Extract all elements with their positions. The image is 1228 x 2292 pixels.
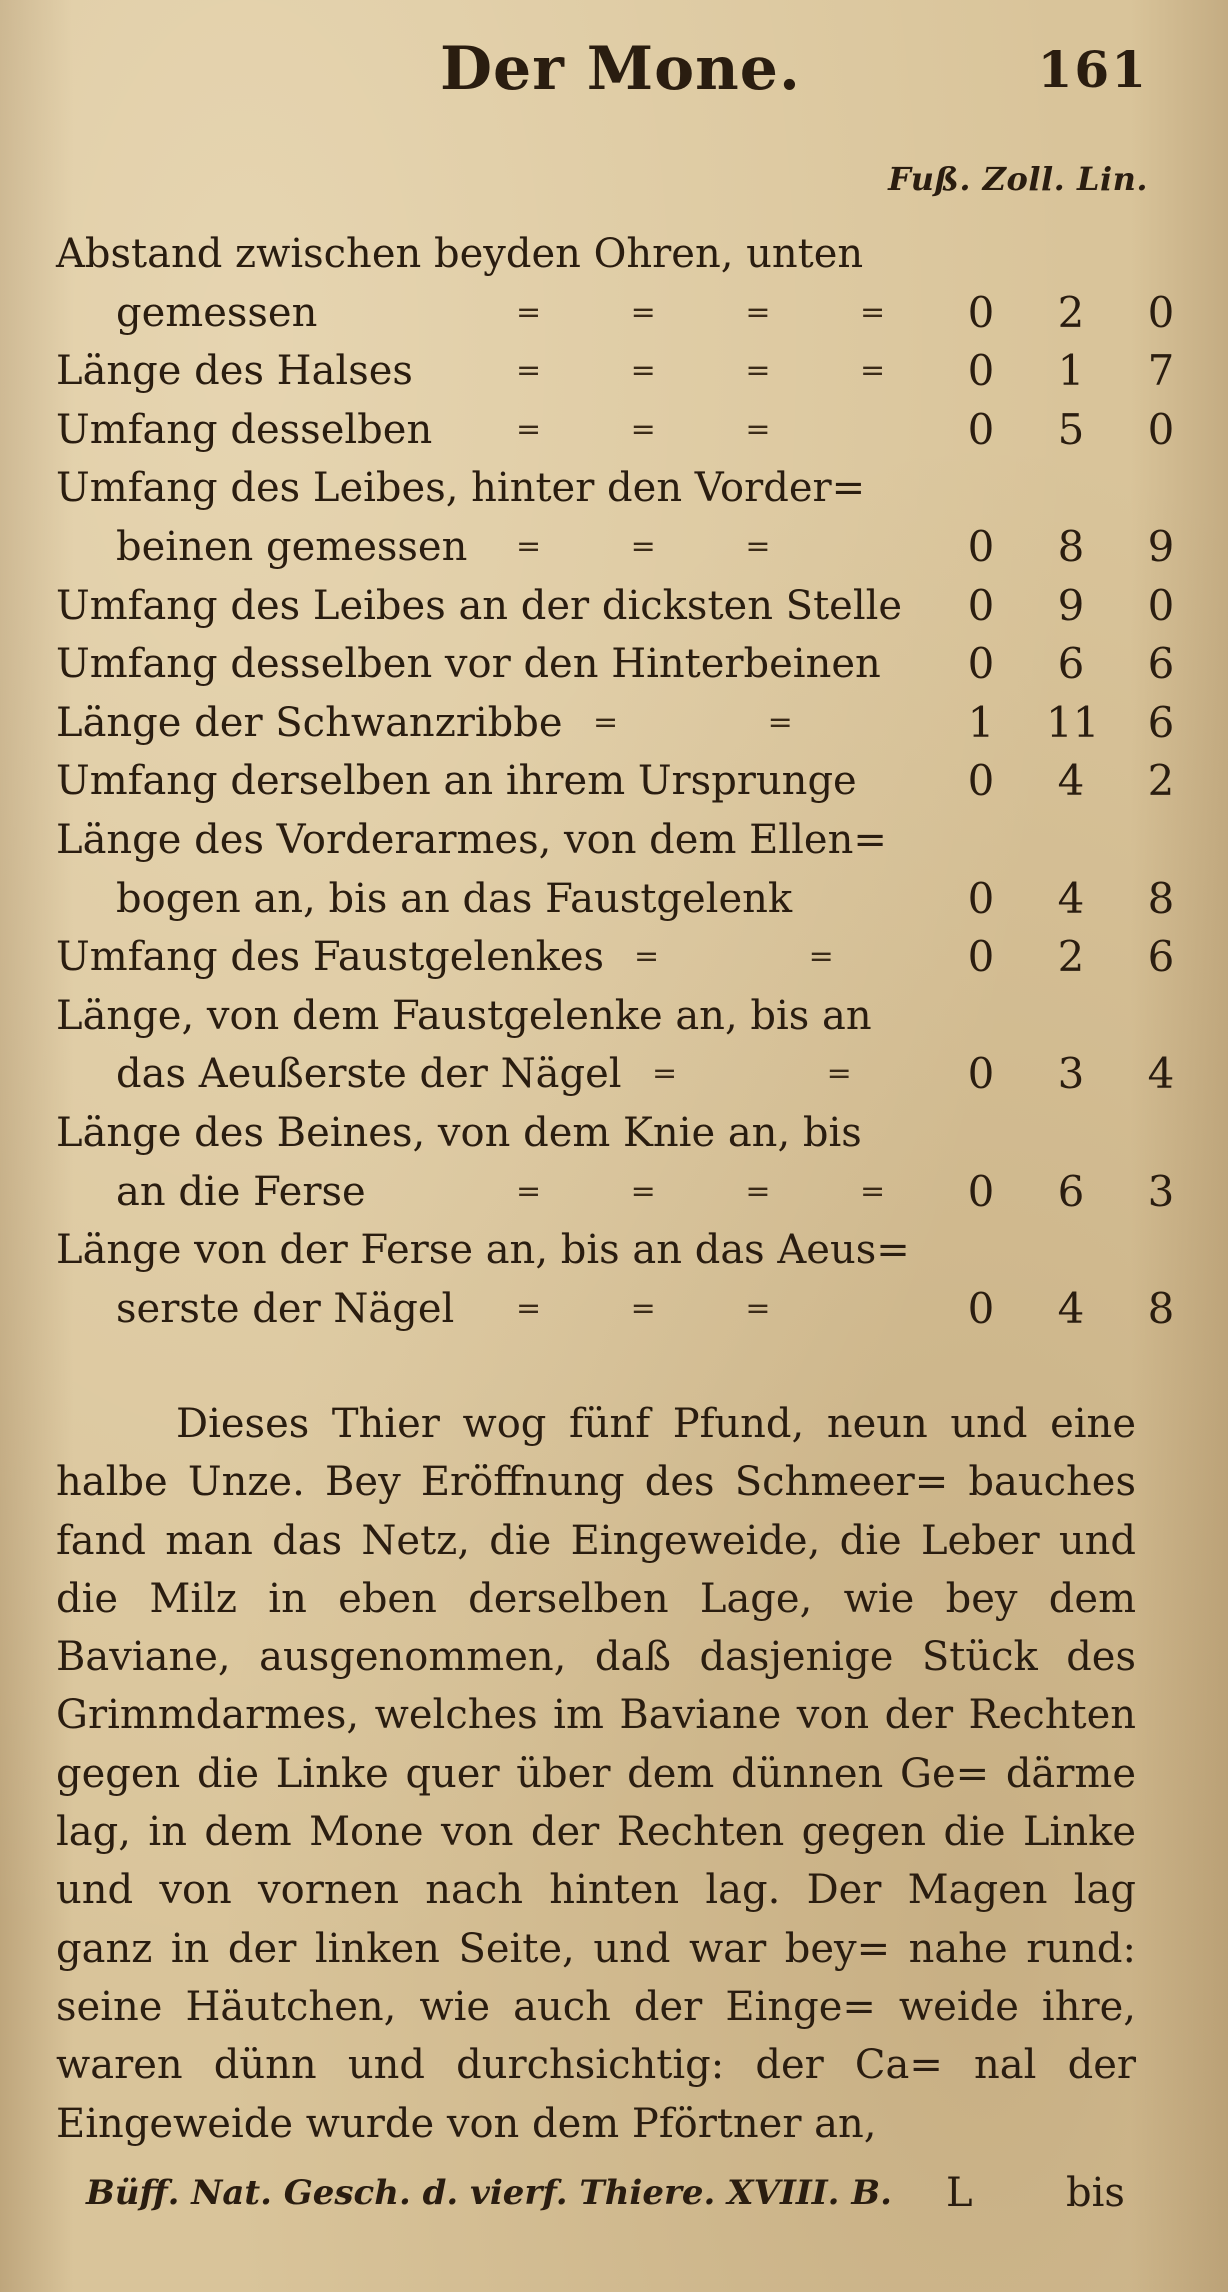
measurement-label: Länge von der Ferse an, bis an das Aeus= <box>56 1227 910 1274</box>
measurement-label: Umfang desselben <box>56 406 433 453</box>
measurement-label: bogen an, bis an das Faustgelenk <box>116 875 793 922</box>
leader-dots: = = <box>634 939 904 975</box>
value-inches: 6 <box>1057 1166 1085 1216</box>
measurement-row <box>56 870 1175 929</box>
value-inches: 4 <box>1057 756 1085 806</box>
sheet-mark: L <box>946 2170 973 2216</box>
measurement-row <box>56 1104 1156 1163</box>
value-inches: 2 <box>1057 932 1085 982</box>
value-feet: 0 <box>967 1283 995 1333</box>
measurement-row <box>56 752 1175 811</box>
measurement-row <box>56 401 1175 460</box>
leader-dots: = = = <box>516 1290 811 1326</box>
measurement-label: an die Ferse <box>116 1168 366 1215</box>
measurement-row <box>56 1045 1175 1104</box>
value-feet: 0 <box>967 580 995 630</box>
measurement-label: beinen gemessen <box>116 523 468 570</box>
value-inches: 1 <box>1057 346 1085 396</box>
running-head <box>0 34 1228 114</box>
value-lines: 0 <box>1147 580 1175 630</box>
value-inches: 8 <box>1057 521 1085 571</box>
signature-line: Büff. Nat. Gesch. d. vierf. Thiere. XVIII. B. <box>86 2173 892 2213</box>
measurement-row <box>56 284 1175 343</box>
value-inches: 2 <box>1057 287 1085 337</box>
measurement-label: Umfang derselben an ihrem Ursprunge <box>56 758 857 805</box>
measurement-row <box>56 1221 1156 1280</box>
body-text: Dieses Thier wog fünf Pfund, neun und eine halbe Unze. Bey Eröffnung des Schmeer= bauches fand man das Netz, die Eingeweide, die Leber und die Milz in eben derselben Lage, wie bey dem Baviane, ausgenommen, daß dasjenige Stück des Grimmdarmes, welches im Baviane von der Rechten gegen die Linke quer über dem dünnen Ge= därme lag, in dem Mone von der Rechten gegen die Linke und von vornen nach hinten lag. Der Magen lag ganz in der linken Seite, und war bey= nahe rund: seine Häutchen, wie auch der Einge= weide ihre, waren dünn und durchsichtig: der Ca= nal der Eingeweide wurde von dem Pförtner an, <box>56 1401 1136 2147</box>
leader-dots: = = <box>593 704 863 740</box>
measurement-label: Länge, von dem Faustgelenke an, bis an <box>56 992 872 1039</box>
value-inches: 4 <box>1057 1283 1085 1333</box>
measurement-row <box>56 459 1156 518</box>
measurement-label: Umfang desselben vor den Hinterbeinen <box>56 641 881 688</box>
value-feet: 0 <box>967 346 995 396</box>
measurement-label: Umfang des Faustgelenkes <box>56 934 605 981</box>
value-feet: 0 <box>967 404 995 454</box>
value-feet: 0 <box>967 287 995 337</box>
value-feet: 0 <box>967 521 995 571</box>
value-lines: 2 <box>1147 756 1175 806</box>
measurement-row <box>56 694 1175 753</box>
measurement-label: Umfang des Leibes an der dicksten Stelle <box>56 582 903 629</box>
leader-dots: = = = <box>516 411 811 447</box>
value-lines: 7 <box>1147 346 1175 396</box>
value-lines: 4 <box>1147 1049 1175 1099</box>
value-feet: 0 <box>967 756 995 806</box>
value-inches: 3 <box>1057 1049 1085 1099</box>
value-lines: 8 <box>1147 1283 1175 1333</box>
leader-dots: = = = = <box>516 1173 926 1209</box>
value-inches: 6 <box>1057 639 1085 689</box>
value-lines: 3 <box>1147 1166 1175 1216</box>
value-feet: 0 <box>967 1049 995 1099</box>
measurement-row <box>56 1163 1175 1222</box>
measurement-row <box>56 518 1175 577</box>
measurement-label: Länge des Vorderarmes, von dem Ellen= <box>56 816 887 863</box>
measurement-row <box>56 1280 1175 1339</box>
units-header: Fuß. Zoll. Lin. <box>888 160 1148 198</box>
measurement-table <box>56 225 1175 1338</box>
measurement-row <box>56 225 1156 284</box>
value-inches: 5 <box>1057 404 1085 454</box>
value-lines: 9 <box>1147 521 1175 571</box>
value-feet: 1 <box>967 697 995 747</box>
measurement-label: Umfang des Leibes, hinter den Vorder= <box>56 465 866 512</box>
measurement-row <box>56 342 1175 401</box>
measurement-label: Länge des Beines, von dem Knie an, bis <box>56 1109 862 1156</box>
value-lines: 0 <box>1147 404 1175 454</box>
value-feet: 0 <box>967 639 995 689</box>
leader-dots: = = = = <box>516 294 926 330</box>
measurement-label: Länge der Schwanzribbe <box>56 699 563 746</box>
measurement-row <box>56 577 1175 636</box>
measurement-row <box>56 928 1175 987</box>
measurement-label: Abstand zwischen beyden Ohren, unten <box>56 231 864 277</box>
value-lines: 6 <box>1147 932 1175 982</box>
measurement-label: gemessen <box>116 289 318 336</box>
page-footer <box>56 2158 1136 2228</box>
page-number: 161 <box>1037 40 1148 99</box>
measurement-row <box>56 811 1156 870</box>
value-feet: 0 <box>967 873 995 923</box>
value-inches: 9 <box>1057 580 1085 630</box>
leader-dots: = = <box>652 1056 922 1092</box>
measurement-label: serste der Nägel <box>116 1285 455 1332</box>
leader-dots: = = = <box>516 528 811 564</box>
catchword: bis <box>1066 2170 1125 2216</box>
value-lines: 6 <box>1147 639 1175 689</box>
leader-dots: = = = = <box>516 353 926 389</box>
value-lines: 6 <box>1147 697 1175 747</box>
running-title: Der Mone. <box>440 34 801 104</box>
body-paragraph <box>56 1395 1136 2153</box>
measurement-label: Länge des Halses <box>56 348 413 395</box>
measurement-label: das Aeußerste der Nägel <box>116 1051 622 1098</box>
value-inches: 11 <box>1046 697 1100 747</box>
value-lines: 8 <box>1147 873 1175 923</box>
measurement-row <box>56 987 1156 1046</box>
measurement-row <box>56 635 1175 694</box>
value-inches: 4 <box>1057 873 1085 923</box>
value-lines: 0 <box>1147 287 1175 337</box>
value-feet: 0 <box>967 1166 995 1216</box>
value-feet: 0 <box>967 932 995 982</box>
